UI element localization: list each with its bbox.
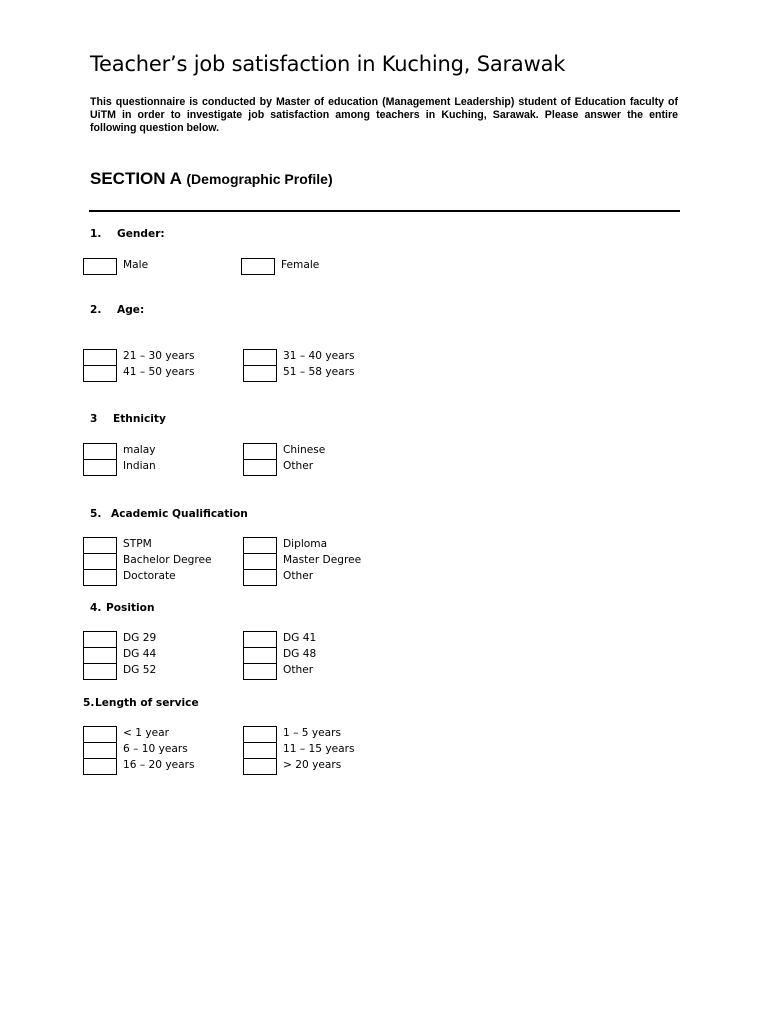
option-label: DG 48 [283, 648, 317, 660]
question-1-label [90, 228, 165, 240]
intro-paragraph [90, 96, 678, 135]
checkbox-age-51-58-years[interactable] [243, 365, 277, 382]
question-3-label [90, 413, 166, 425]
option-label: Master Degree [283, 554, 362, 566]
question-text: Academic Qualification [111, 508, 248, 520]
option-label: Female [281, 259, 320, 271]
checkbox-age-41-50-years[interactable] [83, 365, 117, 382]
checkbox-ethnicity-chinese[interactable] [243, 443, 277, 460]
checkbox-academic-qualification-other[interactable] [243, 569, 277, 586]
checkbox-length-of-service-6-10-years[interactable] [83, 742, 117, 759]
option-label: 1 – 5 years [283, 727, 342, 739]
question-text: Gender: [117, 228, 165, 240]
question-6-label [83, 697, 199, 709]
question-number: 1. [90, 228, 102, 240]
question-text: Length of service [95, 697, 199, 709]
section-divider [89, 210, 680, 212]
option-label: Other [283, 460, 314, 472]
option-label: DG 52 [123, 664, 157, 676]
question-number: 2. [90, 304, 102, 316]
checkbox-position-dg-44[interactable] [83, 647, 117, 664]
option-label: DG 41 [283, 632, 317, 644]
checkbox-position-dg-29[interactable] [83, 631, 117, 648]
checkbox-length-of-service-11-15-years[interactable] [243, 742, 277, 759]
checkbox-position-other[interactable] [243, 663, 277, 680]
question-4-label [90, 508, 248, 520]
checkbox-length-of-service-1-5-years[interactable] [243, 726, 277, 743]
checkbox-position-dg-48[interactable] [243, 647, 277, 664]
option-label: Male [123, 259, 149, 271]
question-number: 3 [90, 413, 98, 425]
question-text: Age: [117, 304, 145, 316]
checkbox-age-21-30-years[interactable] [83, 349, 117, 366]
option-label: malay [123, 444, 156, 456]
checkbox-gender-female[interactable] [241, 258, 275, 275]
section-title: SECTION A [90, 169, 182, 188]
intro-line-2: faculty of UiTM in order to investigate job satisfaction among teachers in Kuching, Sarawak. Please answer [90, 96, 678, 121]
option-label: Indian [123, 460, 156, 472]
question-number: 5. [90, 508, 102, 520]
option-label: Doctorate [123, 570, 176, 582]
checkbox-length-of-service-1-year[interactable] [83, 726, 117, 743]
intro-line-3: the entire following question below. [90, 109, 678, 134]
option-label: 21 – 30 years [123, 350, 195, 362]
checkbox-academic-qualification-bachelor-degree[interactable] [83, 553, 117, 570]
checkbox-academic-qualification-master-degree[interactable] [243, 553, 277, 570]
checkbox-position-dg-41[interactable] [243, 631, 277, 648]
option-label: < 1 year [123, 727, 169, 739]
option-label: > 20 years [283, 759, 342, 771]
checkbox-length-of-service-20-years[interactable] [243, 758, 277, 775]
checkbox-academic-qualification-doctorate[interactable] [83, 569, 117, 586]
question-2-label [90, 304, 144, 316]
question-text: Position [106, 602, 155, 614]
checkbox-academic-qualification-stpm[interactable] [83, 537, 117, 554]
option-label: Diploma [283, 538, 328, 550]
section-heading [90, 169, 333, 189]
option-label: Chinese [283, 444, 326, 456]
option-label: DG 29 [123, 632, 157, 644]
checkbox-length-of-service-16-20-years[interactable] [83, 758, 117, 775]
option-label: DG 44 [123, 648, 157, 660]
question-number: 4. [90, 602, 102, 614]
question-5-label [90, 602, 155, 614]
option-label: 16 – 20 years [123, 759, 195, 771]
option-label: 31 – 40 years [283, 350, 355, 362]
question-text: Ethnicity [113, 413, 166, 425]
checkbox-academic-qualification-diploma[interactable] [243, 537, 277, 554]
option-label: Other [283, 664, 314, 676]
question-number: 5. [83, 697, 95, 709]
option-label: STPM [123, 538, 152, 550]
checkbox-ethnicity-indian[interactable] [83, 459, 117, 476]
option-label: Bachelor Degree [123, 554, 212, 566]
option-label: Other [283, 570, 314, 582]
option-label: 51 – 58 years [283, 366, 355, 378]
document-title: Teacher’s job satisfaction in Kuching, Sarawak [90, 52, 566, 76]
option-label: 6 – 10 years [123, 743, 188, 755]
checkbox-ethnicity-other[interactable] [243, 459, 277, 476]
checkbox-age-31-40-years[interactable] [243, 349, 277, 366]
section-subtitle: (Demographic Profile) [186, 171, 333, 187]
option-label: 11 – 15 years [283, 743, 355, 755]
checkbox-position-dg-52[interactable] [83, 663, 117, 680]
option-label: 41 – 50 years [123, 366, 195, 378]
intro-line-1: This questionnaire is conducted by Master of education (Management Leadership) student of Education [90, 96, 626, 108]
checkbox-gender-male[interactable] [83, 258, 117, 275]
checkbox-ethnicity-malay[interactable] [83, 443, 117, 460]
